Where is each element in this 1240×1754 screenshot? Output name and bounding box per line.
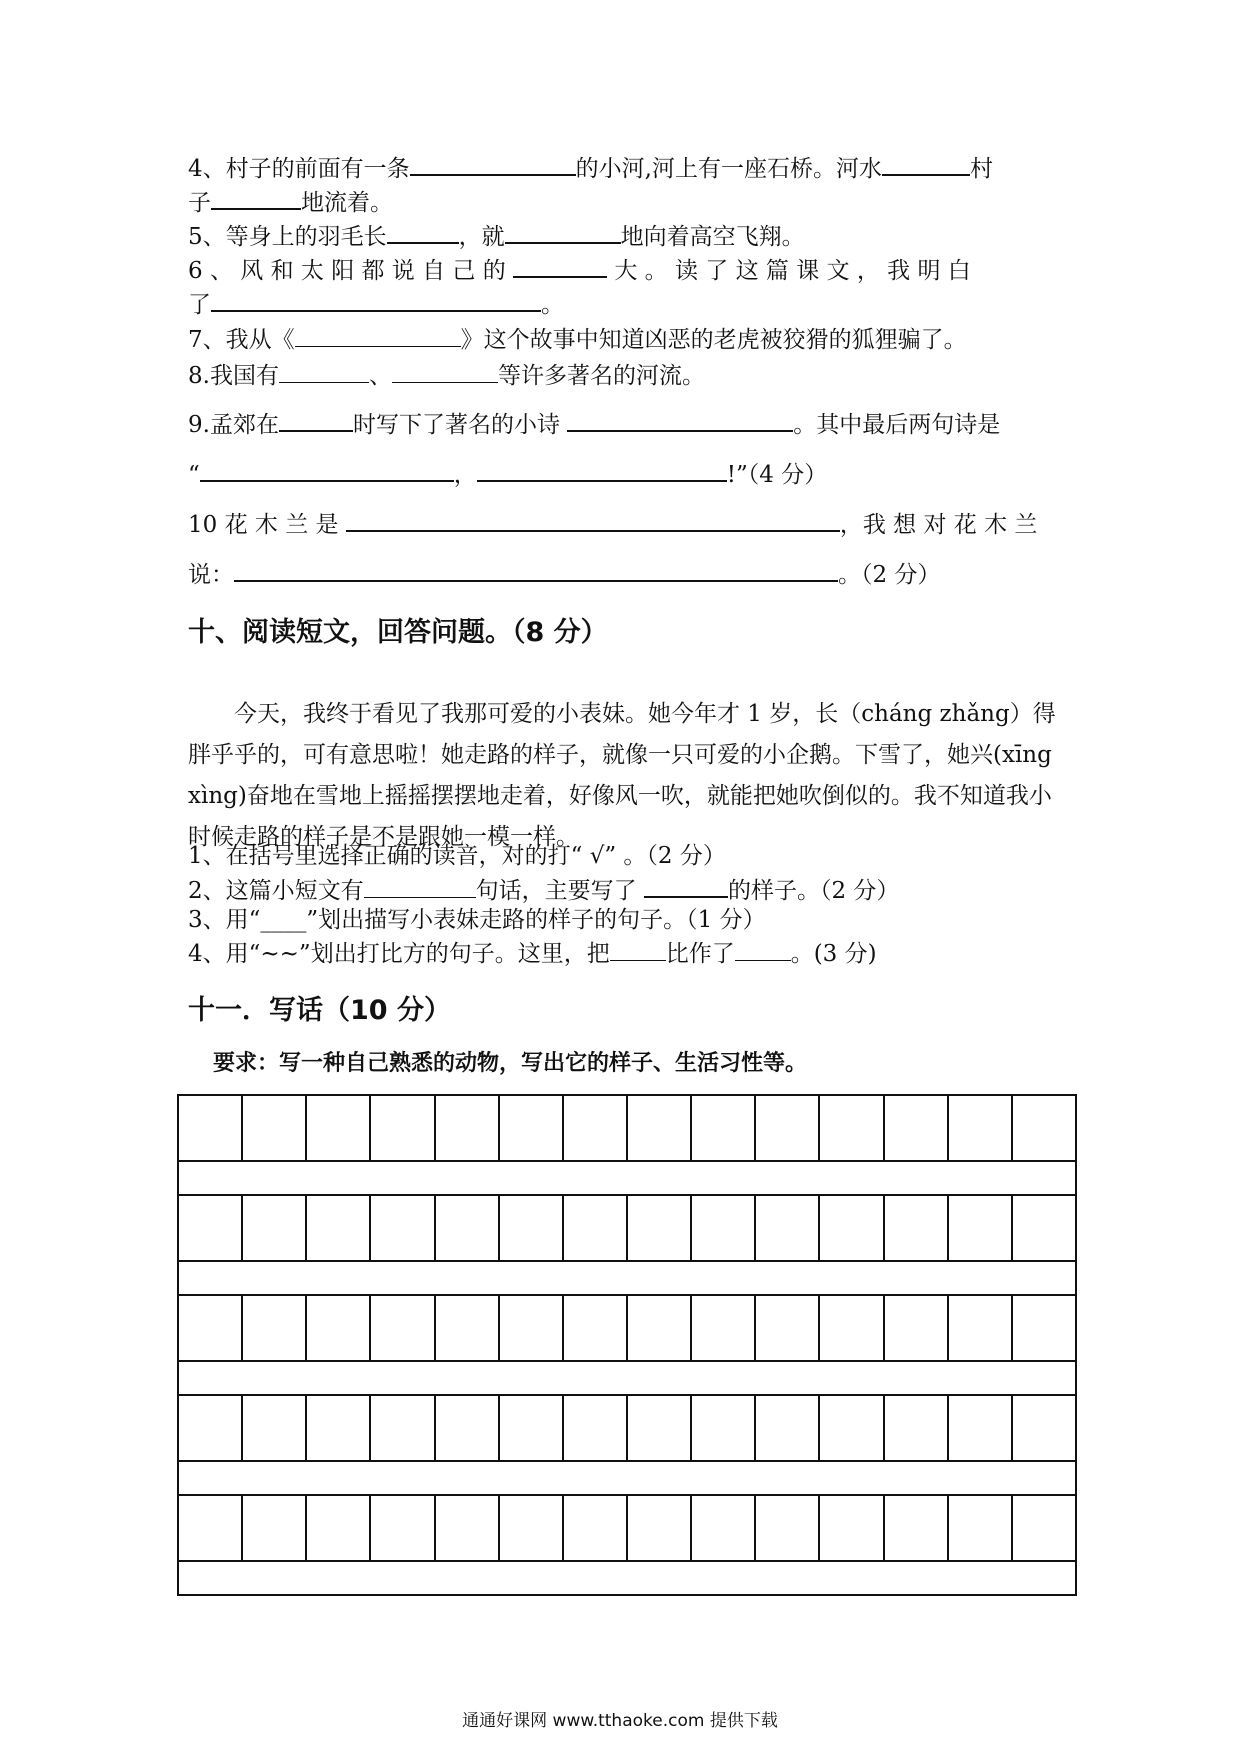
grid-cell[interactable] [820,1296,884,1360]
question-10-line-1: 10 花 木 兰 是 ，我 想 对 花 木 兰 [188,506,1037,541]
answer-blank[interactable] [279,358,369,383]
answer-blank[interactable] [295,322,461,347]
grid-cell[interactable] [885,1496,949,1560]
grid-cell[interactable] [692,1396,756,1460]
grid-cell[interactable] [564,1396,628,1460]
grid-cell[interactable] [371,1396,435,1460]
grid-cell[interactable] [1013,1296,1075,1360]
answer-blank[interactable] [211,184,301,210]
grid-cell[interactable] [1013,1396,1075,1460]
grid-cell[interactable] [692,1196,756,1260]
answer-blank[interactable] [211,286,541,312]
grid-cell[interactable] [243,1496,307,1560]
answer-blank[interactable] [392,358,498,383]
answer-blank[interactable] [477,456,727,482]
grid-cell[interactable] [628,1096,692,1160]
reading-question-2: 2、这篇小短文有 句话，主要写了 的样子。（2 分） [188,872,899,907]
grid-cell[interactable] [949,1296,1013,1360]
answer-blank[interactable] [735,936,791,961]
answer-blank[interactable] [567,406,793,432]
grid-cell[interactable] [307,1396,371,1460]
question-4-line-2: 子 地流着。 [188,184,393,219]
reading-question-3: 3、用“____”划出描写小表妹走路的样子的句子。（1 分） [188,907,766,933]
grid-cell[interactable] [243,1396,307,1460]
question-9-line-1: 9.孟郊在 时写下了著名的小诗 。其中最后两句诗是 [188,406,1000,441]
grid-cell[interactable] [885,1196,949,1260]
grid-cell[interactable] [307,1196,371,1260]
grid-cell[interactable] [564,1296,628,1360]
grid-cell[interactable] [885,1396,949,1460]
grid-spacer-row [179,1262,1075,1296]
answer-blank[interactable] [279,406,353,432]
grid-cell[interactable] [371,1096,435,1160]
writing-grid[interactable] [177,1094,1077,1596]
grid-cell[interactable] [820,1496,884,1560]
grid-cell[interactable] [1013,1196,1075,1260]
answer-blank[interactable] [234,556,838,582]
grid-cell[interactable] [179,1496,243,1560]
question-4-line-1: 4、村子的前面有一条 的小河,河上有一座石桥。河水 村 [188,150,993,185]
grid-cell[interactable] [756,1096,820,1160]
answer-blank[interactable] [200,456,454,482]
question-5: 5、等身上的羽毛长 ，就 地向着高空飞翔。 [188,218,805,253]
question-6-line-2: 了 。 [188,286,564,321]
grid-cell[interactable] [628,1196,692,1260]
grid-cell[interactable] [628,1496,692,1560]
grid-cell[interactable] [564,1096,628,1160]
question-7: 7、我从《 》这个故事中知道凶恶的老虎被狡猾的狐狸骗了。 [188,322,967,356]
grid-cell[interactable] [885,1096,949,1160]
grid-cell[interactable] [436,1196,500,1260]
grid-cell[interactable] [307,1296,371,1360]
reading-section-heading: 十、阅读短文，回答问题。（8 分） [188,617,608,648]
grid-row[interactable] [179,1196,1075,1262]
answer-blank[interactable] [387,218,459,244]
grid-spacer-row [179,1462,1075,1496]
grid-cell[interactable] [756,1496,820,1560]
grid-cell[interactable] [371,1196,435,1260]
grid-cell[interactable] [756,1196,820,1260]
reading-passage: 今天，我终于看见了我那可爱的小表妹。她今年才 1 岁，长（cháng zhǎng）得胖乎乎的，可有意思啦！她走路的样子，就像一只可爱的小企鹅。下雪了，她兴(xīng xìng)奋地在雪地上摇摇摆摆地走着，好像风一吹，就能把她吹倒似的。我不知道我小时候走路的样子是不是跟她一模一样。 [188,701,1056,850]
grid-spacer-row [179,1162,1075,1196]
answer-blank[interactable] [346,506,840,532]
answer-blank[interactable] [410,150,576,176]
grid-cell[interactable] [756,1396,820,1460]
grid-cell[interactable] [500,1496,564,1560]
answer-blank[interactable] [610,936,666,961]
grid-cell[interactable] [436,1096,500,1160]
grid-row[interactable] [179,1096,1075,1162]
writing-section-heading: 十一．写话（10 分） [188,995,451,1026]
grid-cell[interactable] [628,1296,692,1360]
grid-cell[interactable] [243,1296,307,1360]
grid-cell[interactable] [949,1496,1013,1560]
grid-cell[interactable] [371,1496,435,1560]
grid-cell[interactable] [820,1196,884,1260]
question-10-line-2: 说： 。（2 分） [188,556,940,591]
grid-row[interactable] [179,1296,1075,1362]
grid-cell[interactable] [243,1096,307,1160]
answer-blank[interactable] [505,218,621,244]
grid-cell[interactable] [436,1396,500,1460]
grid-cell[interactable] [179,1296,243,1360]
grid-row[interactable] [179,1496,1075,1562]
grid-cell[interactable] [500,1396,564,1460]
grid-cell[interactable] [692,1496,756,1560]
question-9-line-2: “ ， !”（4 分） [188,456,827,491]
grid-cell[interactable] [179,1396,243,1460]
grid-cell[interactable] [820,1096,884,1160]
grid-cell[interactable] [436,1496,500,1560]
grid-cell[interactable] [564,1496,628,1560]
grid-cell[interactable] [371,1296,435,1360]
grid-cell[interactable] [179,1196,243,1260]
grid-cell[interactable] [885,1296,949,1360]
grid-cell[interactable] [179,1096,243,1160]
grid-cell[interactable] [949,1396,1013,1460]
grid-cell[interactable] [500,1196,564,1260]
grid-cell[interactable] [307,1096,371,1160]
grid-cell[interactable] [1013,1096,1075,1160]
grid-spacer-row [179,1362,1075,1396]
grid-cell[interactable] [243,1196,307,1260]
grid-cell[interactable] [307,1496,371,1560]
answer-blank[interactable] [644,872,728,898]
question-6-line-1: 6 、 风 和 太 阳 都 说 自 己 的 大 。 读 了 这 篇 课 文 ， 我 明 白 [188,252,971,287]
grid-cell[interactable] [436,1296,500,1360]
answer-blank[interactable] [364,873,476,898]
question-8: 8.我国有 、 等许多著名的河流。 [188,358,705,392]
grid-cell[interactable] [949,1196,1013,1260]
grid-cell[interactable] [949,1096,1013,1160]
grid-cell[interactable] [1013,1496,1075,1560]
grid-cell[interactable] [564,1196,628,1260]
answer-blank[interactable] [513,252,607,278]
grid-cell[interactable] [820,1396,884,1460]
grid-row[interactable] [179,1396,1075,1462]
grid-spacer-row [179,1562,1075,1596]
grid-cell[interactable] [500,1096,564,1160]
grid-cell[interactable] [692,1096,756,1160]
page-footer: 通通好课网 www.tthaoke.com 提供下载 [462,1711,778,1731]
grid-cell[interactable] [756,1296,820,1360]
grid-cell[interactable] [500,1296,564,1360]
grid-cell[interactable] [692,1296,756,1360]
answer-blank[interactable] [882,150,970,176]
reading-question-4: 4、用“~~”划出打比方的句子。这里，把 比作了 。(3 分) [188,936,877,970]
writing-requirement: 要求：写一种自己熟悉的动物，写出它的样子、生活习性等。 [213,1051,808,1076]
reading-question-1: 1、在括号里选择正确的读音，对的打“ √” 。（2 分） [188,843,726,869]
grid-cell[interactable] [628,1396,692,1460]
